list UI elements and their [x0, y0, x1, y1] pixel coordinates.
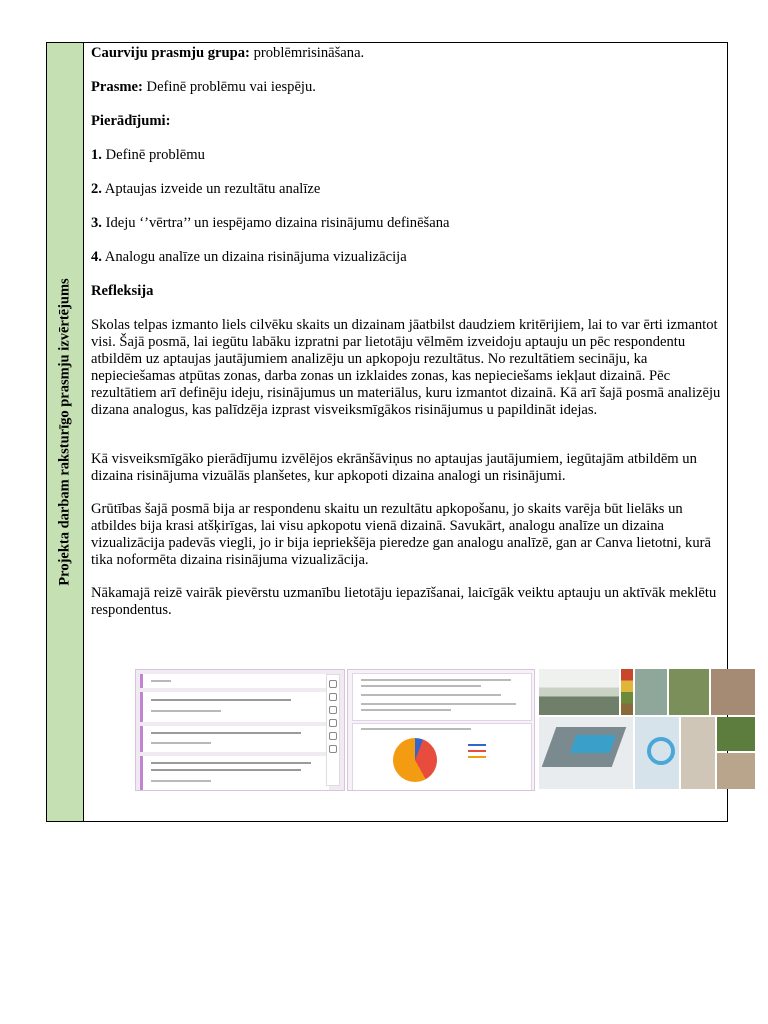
answers-panel	[352, 673, 532, 721]
moodboard-images	[539, 669, 755, 791]
form-card	[140, 726, 329, 752]
side-column	[47, 43, 84, 821]
skill-group-line: Caurviju prasmju grupa: problēmrisināšana.	[91, 45, 365, 61]
form-toolbar-icon	[326, 674, 340, 786]
reflection-heading: Refleksija	[91, 283, 154, 299]
skill-line: Prasme: Definē problēmu vai iespēju.	[91, 79, 316, 95]
evidence-item-3: 3. Ideju ‘’vērtra’’ un iespējamo dizaina risinājumu definēšana	[91, 215, 450, 231]
evidence-heading: Pierādījumi:	[91, 113, 171, 129]
reflection-paragraph-3: Grūtības šajā posmā bija ar respondenu skaitu un rezultātu apkopošanu, jo skaits varēja būt lielāks un atbildes bija krasi atšķirīgas, lai visu apkopotu vienā dizainā. Savukārt, analogu analīze un dizaina vizualizācija padevās viegli, jo ir bija iepriekšēja pieredze gan analogu analīzē, gan ar Canva lietotni, kurā tika noformēta dizaina risinājuma vizualizācija.	[91, 501, 711, 568]
evidence-item-2: 2. Aptaujas izveide un rezultātu analīze	[91, 181, 321, 197]
form-card	[140, 674, 329, 688]
form-card	[140, 756, 329, 790]
building-photo	[539, 669, 619, 715]
form-card	[140, 692, 329, 722]
reflection-paragraph-2: Kā visveiksmīgāko pierādījumu izvēlējos ekrānšāviņus no aptaujas jautājumiem, iegūtajām atbildēm un dizaina risinājuma vizuālās planšetes, kur apkopoti dizaina analogi un risinājumi.	[91, 451, 697, 484]
results-chart-panel	[352, 723, 532, 791]
evidence-item-1: 1. Definē problēmu	[91, 147, 205, 163]
reflection-paragraph-4: Nākamajā reizē vairāk pievērstu uzmanību lietotāju iepazīšanai, laicīgāk veiktu aptauju un aktīvāk meklētu respondentus.	[91, 585, 717, 618]
color-swatches	[621, 669, 633, 715]
pie-chart	[393, 738, 437, 782]
side-label: Projekta darbam raksturīgo prasmju izvērtējums	[56, 278, 73, 586]
survey-results-screenshot	[347, 669, 535, 791]
evaluation-table	[46, 42, 728, 822]
evidence-item-4: 4. Analogu analīze un dizaina risinājuma vizualizācija	[91, 249, 407, 265]
reflection-paragraph-1: Skolas telpas izmanto liels cilvēku skaits un dizainam jāatbilst daudziem kritērijiem, lai to var ērti izmantot visi. Šajā posmā, lai iegūtu labāku izpratni par lietotāju vēlmēm izveidoju aptauju un pēc respondentu atbildēm uz aptaujas jautājumiem analizēju un apkopoju rezultātus. No rezultātiem secināju, ka nepieciešamas atpūtas zonas, darba zonas un izklaides zonas, kas nepieciešams iekļaut dizainā. Pēc rezultātiem arī definēju ideju, risinājumus un materiālus, kuru izmantot dizainā. Kā arī šajā posmā analizēju dizana analogus, kas palīdzēja izprast visveiksmīgākos risinājumus u papildināt idejas.	[91, 317, 721, 418]
floor-plan-render	[539, 717, 633, 789]
survey-form-screenshot	[135, 669, 345, 791]
